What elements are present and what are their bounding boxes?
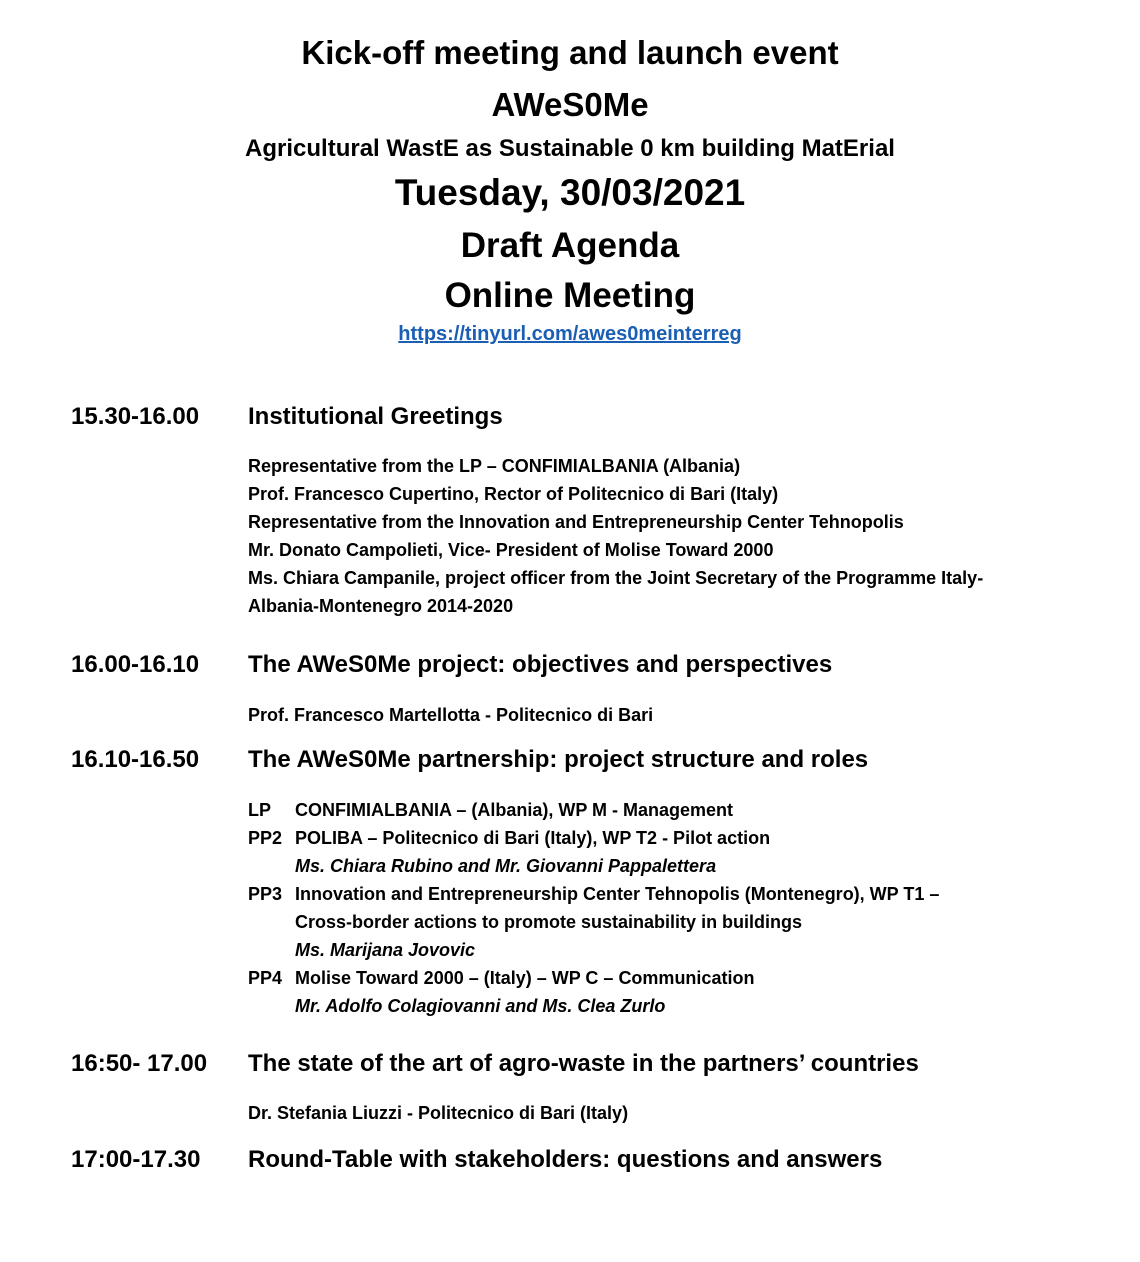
participant-line: Ms. Chiara Campanile, project officer from the Joint Secretary of the Programme Italy- <box>248 568 984 588</box>
partner-code: LP <box>248 800 272 820</box>
event-date: Tuesday, 30/03/2021 <box>394 172 746 213</box>
slot-time: 16.10-16.50 <box>71 746 200 773</box>
slot-title: The AWeS0Me partnership: project structure and roles <box>248 746 869 773</box>
slot-time: 15.30-16.00 <box>71 403 200 430</box>
partner-role: CONFIMIALBANIA – (Albania), WP M - Management <box>295 800 734 820</box>
project-subtitle: Agricultural WastE as Sustainable 0 km building MatErial <box>245 135 895 162</box>
slot-title: Round-Table with stakeholders: questions and answers <box>248 1146 883 1173</box>
partner-item <box>248 880 939 964</box>
participant-line: Representative from the Innovation and Entrepreneurship Center Tehnopolis <box>248 512 904 532</box>
participant-line: Prof. Francesco Cupertino, Rector of Politecnico di Bari (Italy) <box>248 484 779 504</box>
partner-item <box>248 964 939 1020</box>
slot-participants <box>248 452 983 620</box>
agenda-heading: Draft Agenda <box>460 226 680 265</box>
slot-title: The state of the art of agro-waste in the partners’ countries <box>248 1050 919 1077</box>
slot-title: The AWeS0Me project: objectives and perspectives <box>248 651 833 678</box>
event-title: Kick-off meeting and launch event <box>301 34 839 71</box>
participant-line: Mr. Donato Campolieti, Vice- President of Molise Toward 2000 <box>248 540 774 560</box>
slot-title: Institutional Greetings <box>248 403 503 430</box>
slot-speaker <box>248 701 653 729</box>
partner-item <box>248 824 939 880</box>
meeting-link[interactable]: https://tinyurl.com/awes0meinterreg <box>398 323 742 345</box>
partner-people: Ms. Chiara Rubino and Mr. Giovanni Pappalettera <box>295 856 717 876</box>
partner-code: PP2 <box>248 828 283 848</box>
partner-role: Cross-border actions to promote sustainability in buildings <box>295 912 803 932</box>
speaker-line: Prof. Francesco Martellotta - Politecnico di Bari <box>248 705 654 725</box>
partner-code: PP3 <box>248 884 283 904</box>
slot-time: 16:50- 17.00 <box>71 1050 208 1077</box>
partner-role: POLIBA – Politecnico di Bari (Italy), WP T2 - Pilot action <box>295 828 771 848</box>
participant-line: Albania-Montenegro 2014-2020 <box>248 596 514 616</box>
partner-people: Mr. Adolfo Colagiovanni and Ms. Clea Zurlo <box>295 996 666 1016</box>
partner-people: Ms. Marijana Jovovic <box>295 940 476 960</box>
partner-role: Molise Toward 2000 – (Italy) – WP C – Communication <box>295 968 755 988</box>
meeting-format: Online Meeting <box>444 276 696 315</box>
slot-time: 17:00-17.30 <box>71 1146 201 1173</box>
slot-speaker <box>248 1099 628 1127</box>
participant-line: Representative from the LP – CONFIMIALBANIA (Albania) <box>248 456 741 476</box>
speaker-line: Dr. Stefania Liuzzi - Politecnico di Bari (Italy) <box>248 1103 629 1123</box>
partner-item <box>248 796 939 824</box>
slot-time: 16.00-16.10 <box>71 651 200 678</box>
partner-list <box>248 796 939 1020</box>
project-acronym: AWeS0Me <box>491 86 649 123</box>
partner-code: PP4 <box>248 968 283 988</box>
partner-role: Innovation and Entrepreneurship Center Tehnopolis (Montenegro), WP T1 – <box>295 884 940 904</box>
